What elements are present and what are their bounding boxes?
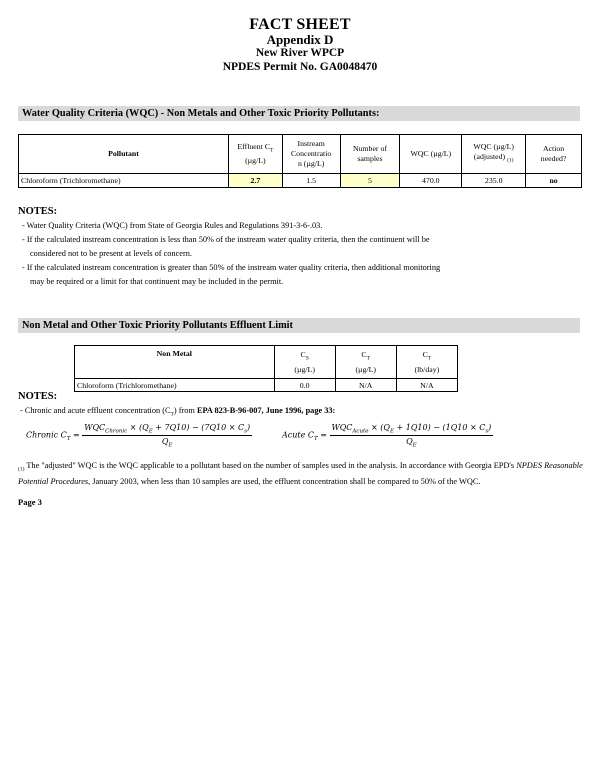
cell-ct-lb: N/A bbox=[396, 379, 457, 392]
col-wqc-adjusted: WQC (µg/L) (adjusted) $_{(1)}$ bbox=[462, 135, 526, 174]
col-samples: Number of samples bbox=[340, 135, 400, 174]
wqc-table bbox=[18, 134, 582, 188]
col-non-metal: Non Metal bbox=[75, 346, 275, 379]
cell-samples: 5 bbox=[340, 174, 400, 188]
cell-non-metal: Chloroform (Trichloromethane) bbox=[75, 379, 275, 392]
note-item: - If the calculated instream concentration is greater than 50% of the instream water quality criteria, then additional monitoring bbox=[22, 263, 441, 272]
col-wqc: WQC (µg/L) bbox=[400, 135, 462, 174]
table-header-row bbox=[75, 346, 458, 379]
col-action: Action needed? bbox=[526, 135, 582, 174]
cell-pollutant: Chloroform (Trichloromethane) bbox=[19, 174, 229, 188]
notes-heading: NOTES: bbox=[18, 206, 58, 217]
cell-ct: N/A bbox=[335, 379, 396, 392]
footnote: $_{(1)}$ The "adjusted" WQC is the WQC applicable to a pollutant based on the number of samples used in the analysis. In accordance with Georgia EPD's NPDES Reasonable Potential Procedures, January 2003, when less than 10 samples are used, the effluent concentration shall be compared to 50% of the WQC. bbox=[18, 461, 583, 487]
table-header-row bbox=[19, 135, 582, 174]
section-effluent-limit-title: Non Metal and Other Toxic Priority Pollutants Effluent Limit bbox=[18, 318, 580, 333]
col-cs: $C_S$ (µg/L) bbox=[274, 346, 335, 379]
note-item: considered not to be present at levels of concern. bbox=[30, 249, 192, 258]
cell-effluent: 2.7 bbox=[228, 174, 282, 188]
appendix-label: Appendix D bbox=[266, 32, 334, 47]
col-instream: Instream Concentratio n (µg/L) bbox=[282, 135, 340, 174]
facility-name: New River WPCP bbox=[255, 47, 345, 59]
col-ct-lb: $C_T$ (lb/day) bbox=[396, 346, 457, 379]
note-item: - Chronic and acute effluent concentration $(C_T)$ from EPA 823-B-96-007, June 1996, page 33: bbox=[20, 406, 336, 418]
document-title: FACT SHEET bbox=[249, 16, 351, 33]
cell-cs: 0.0 bbox=[274, 379, 335, 392]
effluent-limit-table bbox=[74, 345, 458, 392]
cell-wqc: 470.0 bbox=[400, 174, 462, 188]
page-number: Page 3 bbox=[18, 497, 42, 507]
table-row bbox=[19, 174, 582, 188]
cell-action: no bbox=[526, 174, 582, 188]
note-item: may be required or a limit for that continuent may be included in the permit. bbox=[30, 277, 284, 286]
cell-wqc-adjusted: 235.0 bbox=[462, 174, 526, 188]
permit-number: NPDES Permit No. GA0048470 bbox=[222, 61, 378, 73]
col-effluent: Effluent $C_T$ (µg/L) bbox=[228, 135, 282, 174]
note-item: - Water Quality Criteria (WQC) from State of Georgia Rules and Regulations 391-3-6-.03. bbox=[22, 221, 323, 230]
notes-heading: NOTES: bbox=[18, 391, 58, 402]
epa-reference: EPA 823-B-96-007, June 1996, page 33: bbox=[196, 406, 336, 415]
note-item: - If the calculated instream concentration is less than 50% of the instream water quality criteria, then the continuent will be bbox=[22, 235, 430, 244]
table-row bbox=[75, 379, 458, 392]
col-pollutant: Pollutant bbox=[19, 135, 229, 174]
chronic-formula: Chronic $C_T$ = $\frac{WQC_{Chronic} \times (Q_E + 7Q10) - (7Q10 \times C_s)}{Q_E}$ bbox=[26, 423, 251, 449]
cell-instream: 1.5 bbox=[282, 174, 340, 188]
acute-formula: Acute $C_T$ = $\frac{WQC_{Acute} \times (Q_E + 1Q10) - (1Q10 \times C_s)}{Q_E}$ bbox=[282, 423, 492, 449]
col-ct: $C_T$ (µg/L) bbox=[335, 346, 396, 379]
section-wqc-title: Water Quality Criteria (WQC) - Non Metals and Other Toxic Priority Pollutants: bbox=[18, 106, 580, 121]
